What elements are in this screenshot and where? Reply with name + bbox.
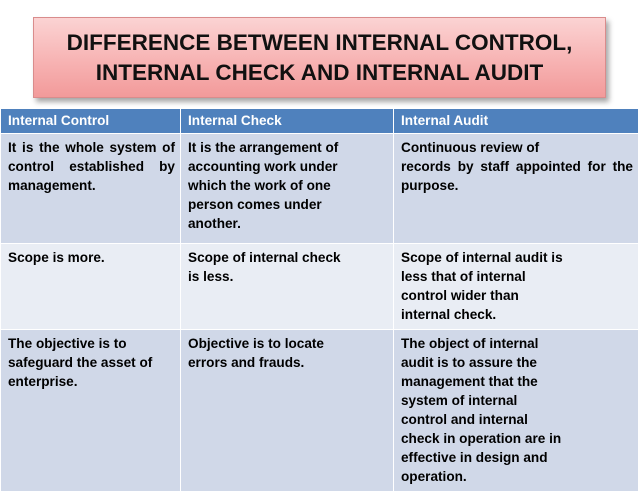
cell-audit-scope: Scope of internal audit is less that of internal control wider than internal check. (394, 244, 638, 330)
slide-title-line-2: INTERNAL CHECK AND INTERNAL AUDIT (96, 58, 544, 88)
header-internal-audit: Internal Audit (394, 109, 638, 134)
cell-control-scope: Scope is more. (1, 244, 181, 330)
slide-title-box (33, 17, 606, 98)
cell-check-objective: Objective is to locate errors and frauds. (181, 330, 394, 492)
cell-control-objective: The objective is to safeguard the asset of enterprise. (1, 330, 181, 492)
cell-check-scope: Scope of internal check is less. (181, 244, 394, 330)
comparison-table (0, 108, 638, 492)
table-row (1, 134, 638, 244)
cell-audit-definition: Continuous review of records by staff appointed for the purpose. (394, 134, 638, 244)
table-row (1, 330, 638, 492)
cell-check-definition: It is the arrangement of accounting work under which the work of one person comes under another. (181, 134, 394, 244)
header-internal-check: Internal Check (181, 109, 394, 134)
table-row (1, 244, 638, 330)
header-internal-control: Internal Control (1, 109, 181, 134)
table-header-row (1, 109, 638, 134)
cell-control-definition: It is the whole system of control established by management. (1, 134, 181, 244)
slide-title-line-1: DIFFERENCE BETWEEN INTERNAL CONTROL, (67, 28, 573, 58)
cell-audit-objective: The object of internal audit is to assure the management that the system of internal control and internal check in operation are in effective in design and operation. (394, 330, 638, 492)
